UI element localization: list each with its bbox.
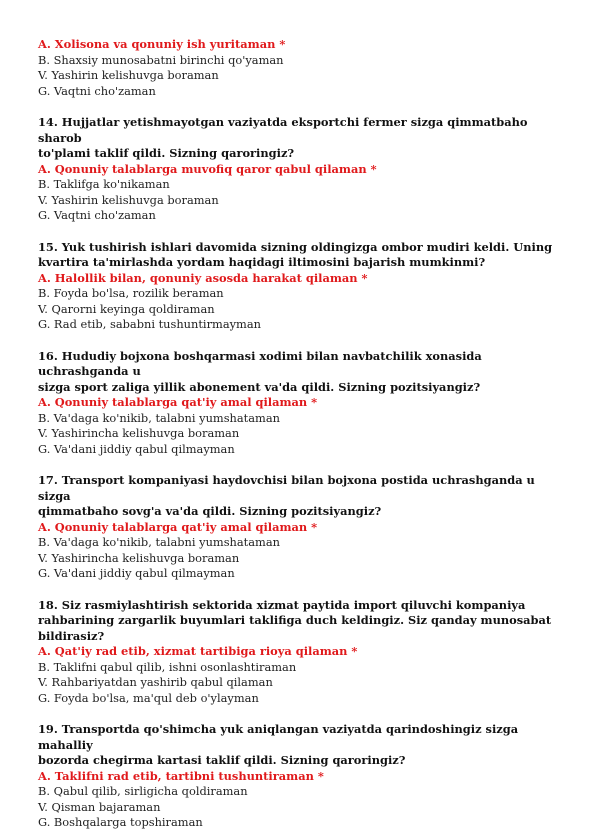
correct-answer: A. Qonuniy talablarga qat'iy amal qilaman *	[38, 395, 318, 409]
correct-answer: A. Xolisona va qonuniy ish yuritaman *	[38, 37, 286, 51]
question-text: 14. Hujjatlar yetishmayotgan vaziyatda eksportchi fermer sizga qimmatbaho sharob to'plami taklif qildi. Sizning qaroringiz?	[38, 115, 528, 160]
question-text: 15. Yuk tushirish ishlari davomida sizning oldingizga ombor mudiri keldi. Uning kvartira ta'mirlashda yordam haqidagi iltimosini bajarish mumkinmi?	[38, 239, 553, 269]
answer-option-b: B. Taklifni qabul qilib, ishni osonlashtiraman	[38, 659, 297, 674]
answer-option-g: G. Vaqtni cho'zaman	[38, 208, 156, 222]
question-text: 18. Siz rasmiylashtirish sektorida xizmat paytida import qiluvchi kompaniya rahbarining zargarlik buyumlari taklifiga duch keldingiz. Siz qanday munosabat bildirasiz?	[38, 597, 552, 643]
answer-option-v: V. Qarorni keyinga qoldiraman	[38, 301, 215, 316]
answer-option-b: B. Shaxsiy munosabatni birinchi qo'yaman	[38, 52, 284, 67]
answer-option-b: B. Va'daga ko'nikib, talabni yumshataman	[38, 410, 280, 425]
correct-answer: A. Qat'iy rad etib, xizmat tartibiga rioya qilaman *	[38, 644, 358, 658]
answer-option-b: B. Va'daga ko'nikib, talabni yumshataman	[38, 535, 280, 549]
answer-option-v: V. Qisman bajaraman	[38, 799, 161, 814]
answer-option-g: G. Foyda bo'lsa, ma'qul deb o'ylayman	[38, 690, 259, 705]
correct-answer: A. Qonuniy talablarga muvofiq qaror qabul qilaman *	[38, 161, 377, 176]
correct-answer: A. Taklifni rad etib, tartibni tushuntiraman *	[38, 768, 324, 783]
question-text: 16. Hududiy bojxona boshqarmasi xodimi bilan navbatchilik xonasida uchrashganda u sizga sport zaliga yillik abonement va'da qildi. Sizning pozitsiyangiz?	[38, 348, 482, 394]
answer-option-v: V. Yashirincha kelishuvga boraman	[38, 550, 240, 565]
correct-answer: A. Qonuniy talablarga qat'iy amal qilaman *	[38, 519, 318, 534]
question-block-14	[38, 115, 568, 224]
answer-option-b: B. Qabul qilib, sirligicha qoldiraman	[38, 784, 248, 798]
answer-option-b: B. Taklifga ko'nikaman	[38, 177, 170, 191]
correct-answer: A. Halollik bilan, qonuniy asosda harakat qilaman *	[38, 270, 368, 285]
question-block-18	[38, 598, 568, 707]
question-block-15	[38, 240, 568, 333]
question-block-19	[38, 722, 568, 831]
question-text: 17. Transport kompaniyasi haydovchisi bilan bojxona postida uchrashganda u sizga qimmatbaho sovg'a va'da qildi. Sizning pozitsiyangiz?	[38, 473, 535, 518]
answer-option-g: G. Va'dani jiddiy qabul qilmayman	[38, 441, 235, 456]
answer-option-v: V. Rahbariyatdan yashirib qabul qilaman	[38, 675, 273, 689]
document-page	[38, 37, 568, 831]
answer-option-v: V. Yashirin kelishuvga boraman	[38, 68, 219, 82]
question-text: 19. Transportda qo'shimcha yuk aniqlangan vaziyatda qarindoshingiz sizga mahalliy bozorda chegirma kartasi taklif qildi. Sizning qaroringiz?	[38, 722, 519, 767]
answer-option-g: G. Vaqtni cho'zaman	[38, 83, 156, 98]
question-block-13	[38, 37, 568, 99]
question-block-17	[38, 473, 568, 582]
answer-option-v: V. Yashirincha kelishuvga boraman	[38, 426, 240, 440]
answer-option-b: B. Foyda bo'lsa, rozilik beraman	[38, 286, 224, 300]
answer-option-g: G. Boshqalarga topshiraman	[38, 815, 203, 829]
question-block-16	[38, 349, 568, 458]
answer-option-g: G. Va'dani jiddiy qabul qilmayman	[38, 566, 235, 580]
answer-option-g: G. Rad etib, sababni tushuntirmayman	[38, 317, 261, 331]
answer-option-v: V. Yashirin kelishuvga boraman	[38, 192, 219, 207]
